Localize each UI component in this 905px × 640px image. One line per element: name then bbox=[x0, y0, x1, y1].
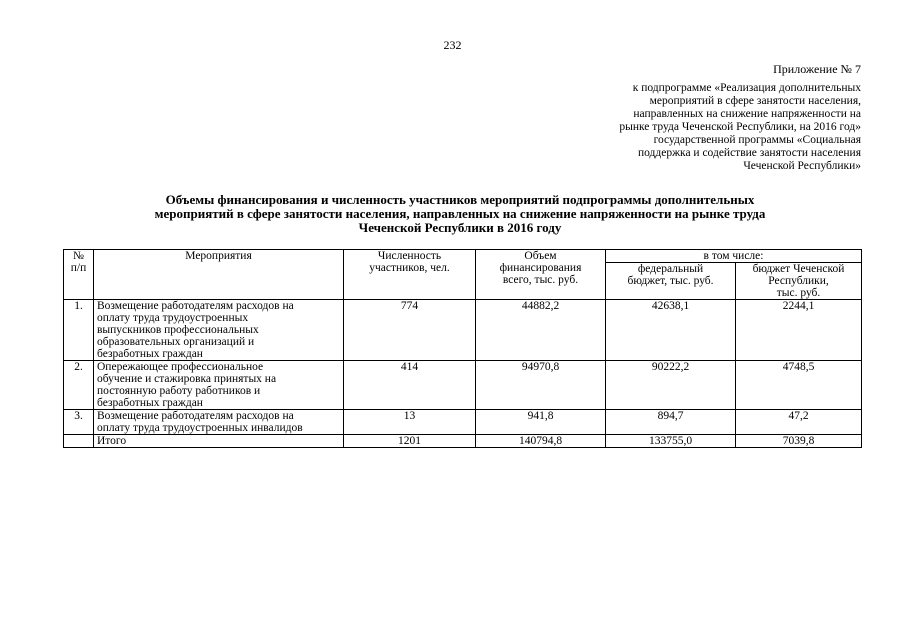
header-participants-line: Численность bbox=[377, 250, 442, 262]
header-participants bbox=[344, 250, 476, 300]
header-federal-line: федеральный bbox=[637, 263, 704, 275]
total-federal: 133755,0 bbox=[606, 435, 736, 448]
row-federal: 90222,2 bbox=[606, 361, 736, 410]
row-volume: 44882,2 bbox=[476, 300, 606, 361]
header-federal-line: бюджет, тыс. руб. bbox=[627, 275, 714, 287]
appendix-line: направленных на снижение напряженности на bbox=[633, 108, 861, 120]
activity-line: образовательных организаций и bbox=[97, 336, 255, 348]
table-header-row bbox=[64, 250, 862, 263]
document-title bbox=[110, 193, 810, 235]
activity-line: Опережающее профессиональное bbox=[97, 361, 264, 373]
row-federal: 894,7 bbox=[606, 410, 736, 435]
header-num-line: п/п bbox=[70, 262, 87, 274]
activity-line: обучение и стажировка принятых на bbox=[97, 373, 277, 385]
header-regional-line: Республики, bbox=[768, 275, 829, 287]
header-num bbox=[64, 250, 94, 300]
title-line: Чеченской Республики в 2016 году bbox=[358, 220, 562, 235]
total-volume: 140794,8 bbox=[476, 435, 606, 448]
activity-line: оплату труда трудоустроенных bbox=[97, 312, 249, 324]
title-line: Объемы финансирования и численность участников мероприятий подпрограммы дополнительных bbox=[165, 192, 755, 207]
appendix-description bbox=[561, 82, 861, 173]
appendix-line: рынке труда Чеченской Республики, на 2016 год» bbox=[619, 121, 861, 133]
page-number: 232 bbox=[443, 38, 462, 52]
activity-line: безработных граждан bbox=[97, 397, 203, 409]
row-participants: 13 bbox=[344, 410, 476, 435]
row-regional: 4748,5 bbox=[736, 361, 862, 410]
activity-line: Возмещение работодателям расходов на bbox=[97, 300, 294, 312]
row-volume: 941,8 bbox=[476, 410, 606, 435]
total-label: Итого bbox=[94, 435, 344, 448]
row-num: 3. bbox=[64, 410, 94, 435]
row-activity bbox=[94, 361, 344, 410]
title-line: мероприятий в сфере занятости населения, направленных на снижение напряженности на рынке труда bbox=[154, 206, 766, 221]
row-activity bbox=[94, 410, 344, 435]
header-activity: Мероприятия bbox=[94, 250, 344, 300]
table-row bbox=[64, 361, 862, 410]
row-regional: 47,2 bbox=[736, 410, 862, 435]
row-federal: 42638,1 bbox=[606, 300, 736, 361]
appendix-line: мероприятий в сфере занятости населения, bbox=[649, 95, 861, 107]
row-regional: 2244,1 bbox=[736, 300, 862, 361]
row-participants: 414 bbox=[344, 361, 476, 410]
header-regional-line: тыс. руб. bbox=[776, 287, 821, 299]
header-federal bbox=[606, 263, 736, 300]
financing-table bbox=[63, 249, 862, 448]
total-participants: 1201 bbox=[344, 435, 476, 448]
header-participants-line: участников, чел. bbox=[369, 262, 450, 274]
activity-line: оплату труда трудоустроенных инвалидов bbox=[97, 422, 303, 434]
total-regional: 7039,8 bbox=[736, 435, 862, 448]
activity-line: постоянную работу работников и bbox=[97, 385, 261, 397]
header-volume-line: Объем bbox=[524, 250, 557, 262]
header-volume-line: всего, тыс. руб. bbox=[502, 274, 579, 286]
activity-line: безработных граждан bbox=[97, 348, 203, 360]
header-volume-line: финансирования bbox=[499, 262, 582, 274]
header-num-line: № bbox=[73, 250, 84, 262]
table-row bbox=[64, 300, 862, 361]
header-including: в том числе: bbox=[606, 250, 862, 263]
appendix-line: поддержка и содействие занятости населения bbox=[637, 147, 861, 159]
appendix-line: Чеченской Республики» bbox=[743, 160, 861, 172]
row-num: 2. bbox=[64, 361, 94, 410]
row-activity bbox=[94, 300, 344, 361]
row-num: 1. bbox=[64, 300, 94, 361]
total-num bbox=[64, 435, 94, 448]
table-row bbox=[64, 410, 862, 435]
header-regional bbox=[736, 263, 862, 300]
activity-line: выпускников профессиональных bbox=[97, 324, 259, 336]
row-volume: 94970,8 bbox=[476, 361, 606, 410]
header-volume bbox=[476, 250, 606, 300]
appendix-line: к подпрограмме «Реализация дополнительных bbox=[632, 82, 861, 94]
activity-line: Возмещение работодателям расходов на bbox=[97, 410, 294, 422]
appendix-title: Приложение № 7 bbox=[773, 62, 861, 76]
table-total-row bbox=[64, 435, 862, 448]
appendix-line: государственной программы «Социальная bbox=[653, 134, 861, 146]
header-regional-line: бюджет Чеченской bbox=[752, 263, 845, 275]
row-participants: 774 bbox=[344, 300, 476, 361]
